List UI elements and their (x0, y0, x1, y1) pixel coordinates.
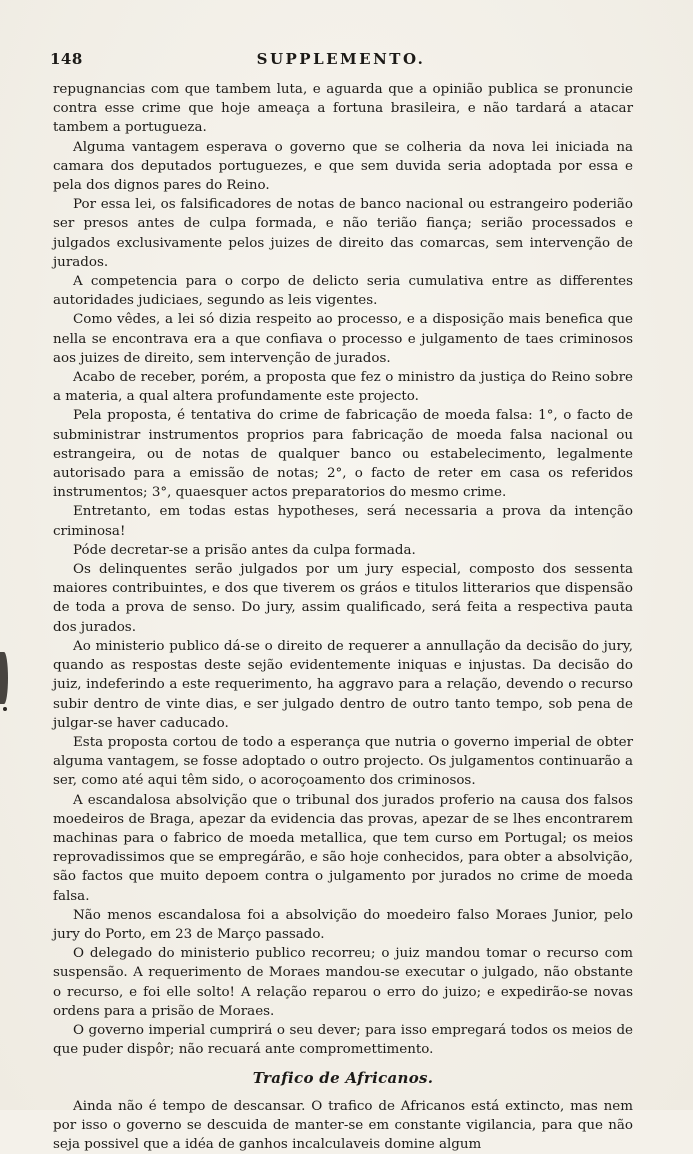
page-header (50, 50, 632, 74)
paragraph: Alguma vantagem esperava o governo que se colheria da nova lei iniciada na camara dos deputados portuguezes, e que sem duvida seria adoptada por essa e pela dos dignos pares do Reino. (53, 139, 633, 194)
paragraph: Entretanto, em todas estas hypotheses, será necessaria a prova da intenção criminosa! (53, 504, 633, 539)
binding-hole-dot (3, 707, 7, 711)
paragraph: O governo imperial cumprirá o seu dever; para isso empregará todos os meios de que puder dispôr; não recuará ante compromettimento. (53, 1022, 633, 1058)
paragraph: Póde decretar-se a prisão antes da culpa formada. (73, 542, 416, 558)
paragraph: Como vêdes, a lei só dizia respeito ao processo, e a disposição mais benefica que nella se encontrava era a que confiava o processo e julgamento de taes criminosos aos juizes de direito, sem intervenção de jurados. (53, 312, 633, 366)
section-heading: Trafico de Africanos. (252, 1069, 434, 1088)
paragraph: Ao ministerio publico dá-se o direito de requerer a annullação da decisão do jury, quando as respostas deste sejão evidentemente iniquas e injustas. Da decisão do juiz, indeferindo a este requerimento, ha aggravo para a relação, devendo o recurso subir dentro de vinte dias, e ser julgado dentro de outro tanto tempo, sob pena de julgar-se haver caducado. (53, 638, 633, 731)
paragraph: Ainda não é tempo de descansar. O trafico de Africanos está extincto, mas nem por isso o governo se descuida de manter-se em constante vigilancia, para que não seja possivel que a idéa de ganhos incalculaveis domine algum (53, 1098, 633, 1152)
binding-hole-mark (0, 652, 8, 704)
page-number: 148 (50, 50, 83, 68)
paragraph: repugnancias com que tambem luta, e aguarda que a opinião publica se pronuncie contra esse crime que hoje ameaça a fortuna brasileira, e não tardará a atacar tambem a portugueza. (53, 82, 633, 136)
paragraph: Os delinquentes serão julgados por um jury especial, composto dos sessenta maiores contribuintes, e dos que tiverem os gráos e titulos litterarios que dispensão de toda a prova de senso. Do jury, assim qualificado, será feita a respectiva pauta dos jurados. (53, 562, 633, 635)
paragraph: O delegado do ministerio publico recorreu; o juiz mandou tomar o recurso com suspensão. A requerimento de Moraes mandou-se executar o julgado, não obstante o recurso, e foi elle solto! A relação reparou o erro do juizo; e expedirão-se novas ordens para a prisão de Moraes. (53, 946, 633, 1019)
paragraph: Esta proposta cortou de todo a esperança que nutria o governo imperial de obter alguma vantagem, se fosse adoptado o outro projecto. Os julgamentos continuarão a ser, como até aqui têm sido, o acoroçoamento dos criminosos. (53, 734, 633, 789)
running-head: SUPPLEMENTO. (256, 50, 426, 68)
paragraph: Acabo de receber, porém, a proposta que fez o ministro da justiça do Reino sobre a materia, a qual altera profundamente este projecto. (53, 370, 633, 405)
text-body (53, 80, 633, 1154)
paragraph: Pela proposta, é tentativa do crime de fabricação de moeda falsa: 1°, o facto de subministrar instrumentos proprios para fabricação de moeda falsa nacional ou estrangeira, ou de notas de qualquer banco ou estabelecimento, legalmente autorisado para a emissão de notas; 2°, o facto de reter em casa os referidos instrumentos; 3°, quaesquer actos preparatorios do mesmo crime. (53, 408, 633, 501)
paragraph: Não menos escandalosa foi a absolvição do moedeiro falso Moraes Junior, pelo jury do Porto, em 23 de Março passado. (53, 907, 633, 942)
paragraph: Por essa lei, os falsificadores de notas de banco nacional ou estrangeiro poderião ser presos antes de culpa formada, e não terião fiança; serião processados e julgados exclusivamente pelos juizes de direito das comarcas, sem intervenção de jurados. (53, 197, 633, 270)
paragraph: A competencia para o corpo de delicto seria cumulativa entre as differentes autoridades judiciaes, segundo as leis vigentes. (53, 274, 633, 309)
paragraph: A escandalosa absolvição que o tribunal dos jurados proferio na causa dos falsos moedeiros de Braga, apezar da evidencia das provas, apezar de se lhes encontrarem machinas para o fabrico de moeda metallica, que tem curso em Portugal; os meios reprovadissimos que se empregárão, e são hoje conhecidos, para obter a absolvição, são factos que muito depoem contra o julgamento por jurados no crime de moeda falsa. (53, 792, 633, 904)
